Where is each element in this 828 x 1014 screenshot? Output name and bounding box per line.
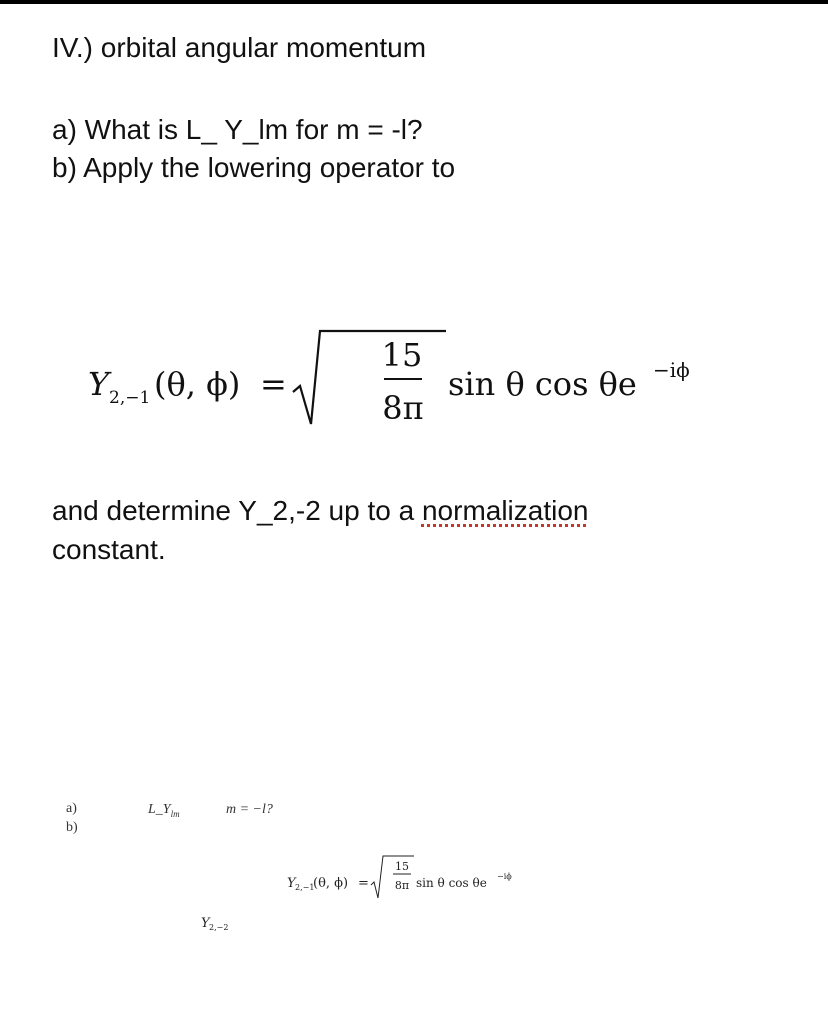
thumb-condition: m = −l? (226, 802, 273, 817)
eq-equals: = (260, 365, 287, 403)
eq-lhs-args: (θ, ϕ) (154, 365, 241, 403)
thumb-eq-denominator: 8π (394, 879, 410, 892)
thumb-eq-args: (θ, ϕ) (313, 876, 349, 891)
question-a: a) What is L_ Y_lm for m = -l? (52, 114, 423, 145)
eq-trig-part: sin θ cos θe (448, 365, 637, 403)
follow-up-line-2: constant. (52, 534, 166, 565)
spellcheck-flagged-word: normalization (421, 495, 589, 526)
thumb-eq-equals: = (358, 876, 369, 891)
problem-heading: IV.) orbital angular momentum (52, 32, 427, 63)
eq-lhs-symbol: Y (88, 365, 110, 403)
eq-denominator: 8π (382, 389, 424, 427)
thumb-result-subscript: 2,−2 (209, 923, 229, 932)
thumb-eq-numerator: 15 (395, 860, 409, 873)
thumb-result-symbol: Y (201, 916, 210, 931)
eq-exponent: −iϕ (653, 358, 690, 382)
thumb-eq-trig: sin θ cos θe (416, 876, 487, 890)
thumb-operator: $L\_Y_{lm}$ (148, 802, 180, 819)
thumb-eq-exponent: −iϕ (497, 872, 512, 881)
eq-numerator: 15 (381, 336, 423, 374)
question-b: b) Apply the lowering operator to (52, 152, 456, 183)
thumb-eq-symbol: Y (287, 876, 296, 891)
follow-up-text: and determine Y_2,-2 up to a (52, 495, 422, 526)
eq-lhs-subscript: 2,−1 (109, 388, 151, 408)
thumb-label-a: a) (66, 801, 77, 816)
thumb-eq-subscript: 2,−1 (295, 883, 315, 892)
thumb-label-b: b) (66, 820, 78, 835)
